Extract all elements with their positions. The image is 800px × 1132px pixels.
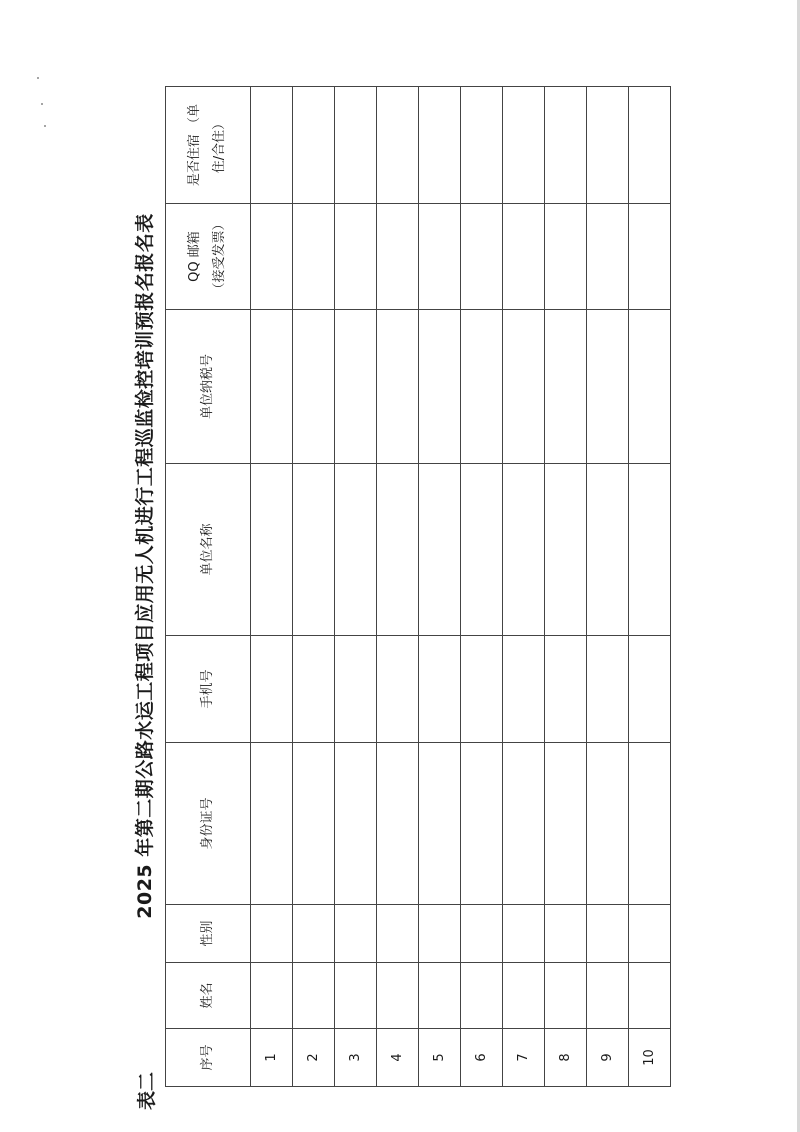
qq-email-cell[interactable] xyxy=(293,204,335,310)
row-number: 10 xyxy=(629,1029,671,1087)
company-name-cell[interactable] xyxy=(629,464,671,636)
gender-cell[interactable] xyxy=(461,905,503,963)
row-number: 9 xyxy=(587,1029,629,1087)
accommodation-cell[interactable] xyxy=(335,87,377,204)
company-name-cell[interactable] xyxy=(377,464,419,636)
registration-table xyxy=(165,86,671,1087)
gender-cell[interactable] xyxy=(545,905,587,963)
phone-cell[interactable] xyxy=(335,636,377,743)
row-number: 4 xyxy=(377,1029,419,1087)
header-text-line: 是否住宿 （单 xyxy=(187,103,203,187)
name-cell[interactable] xyxy=(293,963,335,1029)
header-text-line: （接受发票） xyxy=(212,217,227,296)
qq-email-cell[interactable] xyxy=(545,204,587,310)
table-row xyxy=(587,87,629,1087)
phone-cell[interactable] xyxy=(377,636,419,743)
header-accommodation xyxy=(166,87,251,204)
gender-cell[interactable] xyxy=(251,905,293,963)
header-text-line: 住/合住） xyxy=(212,116,227,174)
table-row xyxy=(545,87,587,1087)
name-cell[interactable] xyxy=(587,963,629,1029)
gender-cell[interactable] xyxy=(587,905,629,963)
gender-cell[interactable] xyxy=(293,905,335,963)
header-text-line: 性别 xyxy=(199,920,215,947)
tax-number-cell[interactable] xyxy=(461,310,503,464)
header-text-line: QQ 邮箱 xyxy=(187,231,203,282)
company-name-cell[interactable] xyxy=(251,464,293,636)
table-label: 表二 xyxy=(136,1071,158,1110)
table-body xyxy=(251,87,671,1087)
header-text-line: 单位纳税号 xyxy=(199,354,215,420)
company-name-cell[interactable] xyxy=(503,464,545,636)
header-company-name xyxy=(166,464,251,636)
table-header-row xyxy=(166,87,251,1087)
accommodation-cell[interactable] xyxy=(377,87,419,204)
name-cell[interactable] xyxy=(377,963,419,1029)
id-number-cell[interactable] xyxy=(377,743,419,905)
phone-cell[interactable] xyxy=(503,636,545,743)
qq-email-cell[interactable] xyxy=(419,204,461,310)
qq-email-cell[interactable] xyxy=(629,204,671,310)
name-cell[interactable] xyxy=(629,963,671,1029)
table-row xyxy=(377,87,419,1087)
row-number: 8 xyxy=(545,1029,587,1087)
row-number: 3 xyxy=(335,1029,377,1087)
name-cell[interactable] xyxy=(503,963,545,1029)
header-serial-number xyxy=(166,1029,251,1087)
header-text-line: 姓名 xyxy=(199,982,215,1009)
tax-number-cell[interactable] xyxy=(545,310,587,464)
accommodation-cell[interactable] xyxy=(503,87,545,204)
header-text-line: 单位名称 xyxy=(199,523,215,576)
header-text-line: 身份证号 xyxy=(199,797,215,850)
qq-email-cell[interactable] xyxy=(461,204,503,310)
table-row xyxy=(503,87,545,1087)
company-name-cell[interactable] xyxy=(419,464,461,636)
phone-cell[interactable] xyxy=(461,636,503,743)
header-text-line: 手机号 xyxy=(199,669,215,709)
header-tax-number xyxy=(166,310,251,464)
header-qq-email xyxy=(166,204,251,310)
tax-number-cell[interactable] xyxy=(629,310,671,464)
accommodation-cell[interactable] xyxy=(629,87,671,204)
header-phone xyxy=(166,636,251,743)
id-number-cell[interactable] xyxy=(419,743,461,905)
header-gender xyxy=(166,905,251,963)
id-number-cell[interactable] xyxy=(461,743,503,905)
tax-number-cell[interactable] xyxy=(587,310,629,464)
row-number: 6 xyxy=(461,1029,503,1087)
row-number: 7 xyxy=(503,1029,545,1087)
id-number-cell[interactable] xyxy=(629,743,671,905)
tax-number-cell[interactable] xyxy=(293,310,335,464)
id-number-cell[interactable] xyxy=(503,743,545,905)
gender-cell[interactable] xyxy=(629,905,671,963)
qq-email-cell[interactable] xyxy=(503,204,545,310)
phone-cell[interactable] xyxy=(545,636,587,743)
table-row xyxy=(461,87,503,1087)
row-number: 1 xyxy=(251,1029,293,1087)
gender-cell[interactable] xyxy=(503,905,545,963)
phone-cell[interactable] xyxy=(293,636,335,743)
phone-cell[interactable] xyxy=(629,636,671,743)
id-number-cell[interactable] xyxy=(251,743,293,905)
company-name-cell[interactable] xyxy=(587,464,629,636)
accommodation-cell[interactable] xyxy=(461,87,503,204)
name-cell[interactable] xyxy=(545,963,587,1029)
header-name xyxy=(166,963,251,1029)
form-title: 2025 年第二期公路水运工程项目应用无人机进行工程巡监检控培训预报名报名表 xyxy=(134,213,156,919)
id-number-cell[interactable] xyxy=(293,743,335,905)
id-number-cell[interactable] xyxy=(335,743,377,905)
table-row xyxy=(335,87,377,1087)
name-cell[interactable] xyxy=(335,963,377,1029)
phone-cell[interactable] xyxy=(419,636,461,743)
accommodation-cell[interactable] xyxy=(251,87,293,204)
table-row xyxy=(293,87,335,1087)
accommodation-cell[interactable] xyxy=(587,87,629,204)
phone-cell[interactable] xyxy=(251,636,293,743)
accommodation-cell[interactable] xyxy=(419,87,461,204)
header-id-number xyxy=(166,743,251,905)
table-row xyxy=(629,87,671,1087)
name-cell[interactable] xyxy=(251,963,293,1029)
tax-number-cell[interactable] xyxy=(419,310,461,464)
qq-email-cell[interactable] xyxy=(251,204,293,310)
id-number-cell[interactable] xyxy=(587,743,629,905)
row-number: 2 xyxy=(293,1029,335,1087)
tax-number-cell[interactable] xyxy=(377,310,419,464)
qq-email-cell[interactable] xyxy=(377,204,419,310)
name-cell[interactable] xyxy=(419,963,461,1029)
tax-number-cell[interactable] xyxy=(335,310,377,464)
qq-email-cell[interactable] xyxy=(335,204,377,310)
phone-cell[interactable] xyxy=(587,636,629,743)
gender-cell[interactable] xyxy=(335,905,377,963)
gender-cell[interactable] xyxy=(377,905,419,963)
row-number: 5 xyxy=(419,1029,461,1087)
gender-cell[interactable] xyxy=(419,905,461,963)
company-name-cell[interactable] xyxy=(335,464,377,636)
tax-number-cell[interactable] xyxy=(251,310,293,464)
tax-number-cell[interactable] xyxy=(503,310,545,464)
company-name-cell[interactable] xyxy=(293,464,335,636)
name-cell[interactable] xyxy=(461,963,503,1029)
table-row xyxy=(251,87,293,1087)
header-text-line: 序号 xyxy=(199,1044,215,1071)
qq-email-cell[interactable] xyxy=(587,204,629,310)
accommodation-cell[interactable] xyxy=(545,87,587,204)
company-name-cell[interactable] xyxy=(461,464,503,636)
table-row xyxy=(419,87,461,1087)
id-number-cell[interactable] xyxy=(545,743,587,905)
company-name-cell[interactable] xyxy=(545,464,587,636)
accommodation-cell[interactable] xyxy=(293,87,335,204)
